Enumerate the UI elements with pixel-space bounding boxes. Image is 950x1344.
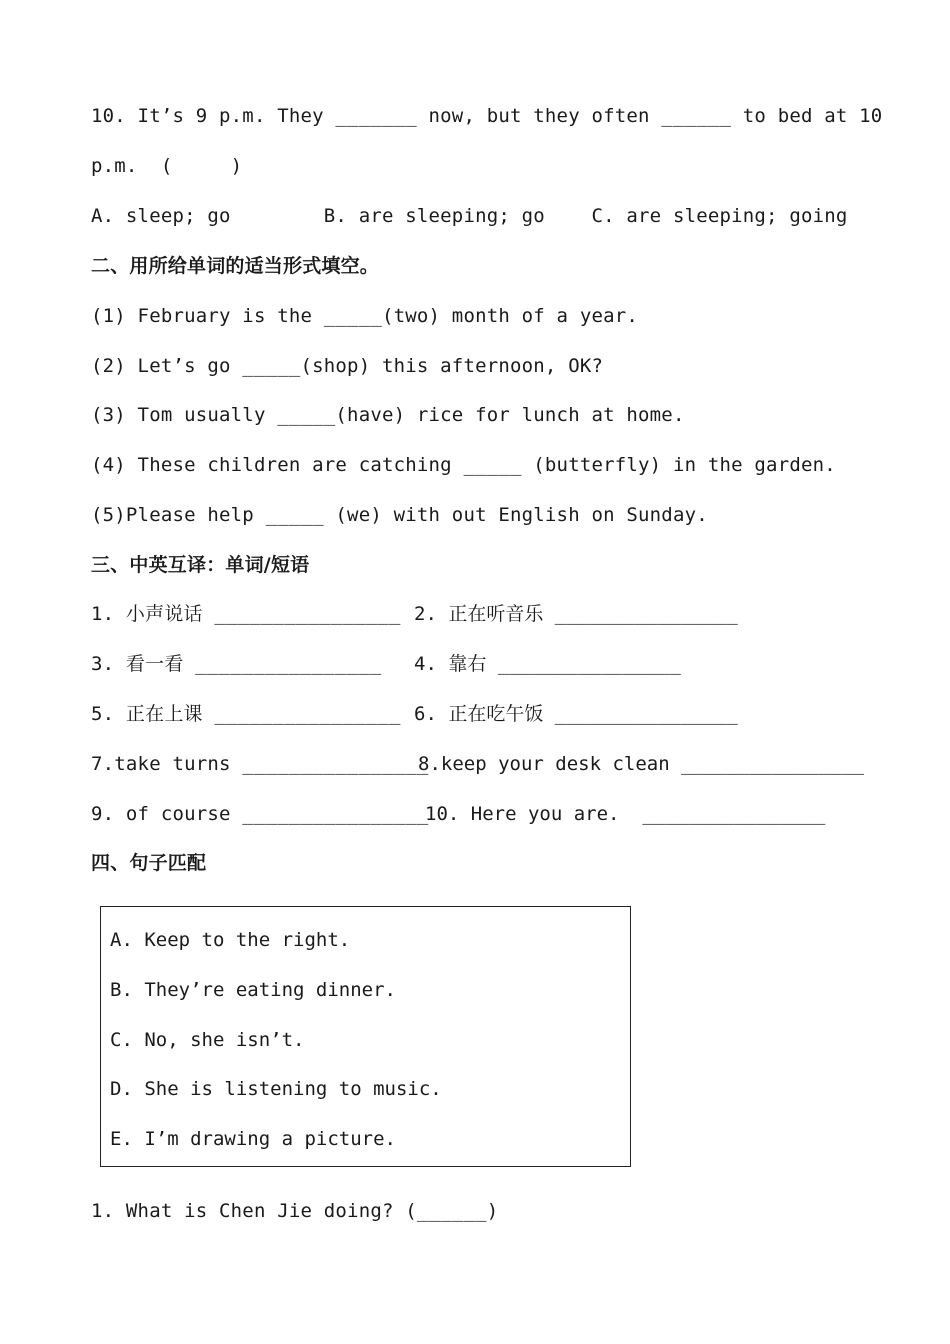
match-option-c: C. No, she isn’t. (110, 1029, 305, 1051)
match-option-d: D. She is listening to music. (110, 1078, 442, 1100)
translate-item-2: 2. 正在听音乐 ________________ (414, 603, 738, 625)
question-10-line-2: p.m. ( ) (91, 155, 243, 177)
fill-item-1: (1) February is the _____(two) month of a year. (91, 305, 639, 327)
question-10-line-1: 10. It’s 9 p.m. They _______ now, but they often ______ to bed at 10 (91, 105, 883, 127)
translate-item-3: 3. 看一看 ________________ (91, 653, 382, 675)
matching-options-box (100, 906, 631, 1167)
translate-item-4: 4. 靠右 ________________ (414, 653, 681, 675)
translate-item-8: 8.keep your desk clean ________________ (418, 753, 865, 775)
translate-item-1: 1. 小声说话 ________________ (91, 603, 401, 625)
translate-item-7: 7.take turns ________________ (91, 753, 429, 775)
fill-item-5: (5)Please help _____ (we) with out English on Sunday. (91, 504, 708, 526)
match-option-a: A. Keep to the right. (110, 929, 351, 951)
section-2-heading: 二、用所给单词的适当形式填空。 (91, 255, 380, 277)
match-option-b: B. They’re eating dinner. (110, 979, 396, 1001)
fill-item-2: (2) Let’s go _____(shop) this afternoon, OK? (91, 355, 604, 377)
section-3-heading: 三、中英互译：单词/短语 (91, 554, 310, 576)
match-option-e: E. I’m drawing a picture. (110, 1128, 396, 1150)
section-4-heading: 四、句子匹配 (91, 852, 207, 874)
translate-item-10: 10. Here you are. ________________ (425, 803, 826, 825)
translate-item-6: 6. 正在吃午饭 ________________ (414, 703, 738, 725)
translate-item-5: 5. 正在上课 ________________ (91, 703, 401, 725)
fill-item-4: (4) These children are catching _____ (butterfly) in the garden. (91, 454, 836, 476)
match-question-1: 1. What is Chen Jie doing? (______) (91, 1200, 499, 1222)
question-10-options: A. sleep; go B. are sleeping; go C. are sleeping; going (91, 205, 848, 227)
translate-item-9: 9. of course ________________ (91, 803, 429, 825)
fill-item-3: (3) Tom usually _____(have) rice for lunch at home. (91, 404, 685, 426)
